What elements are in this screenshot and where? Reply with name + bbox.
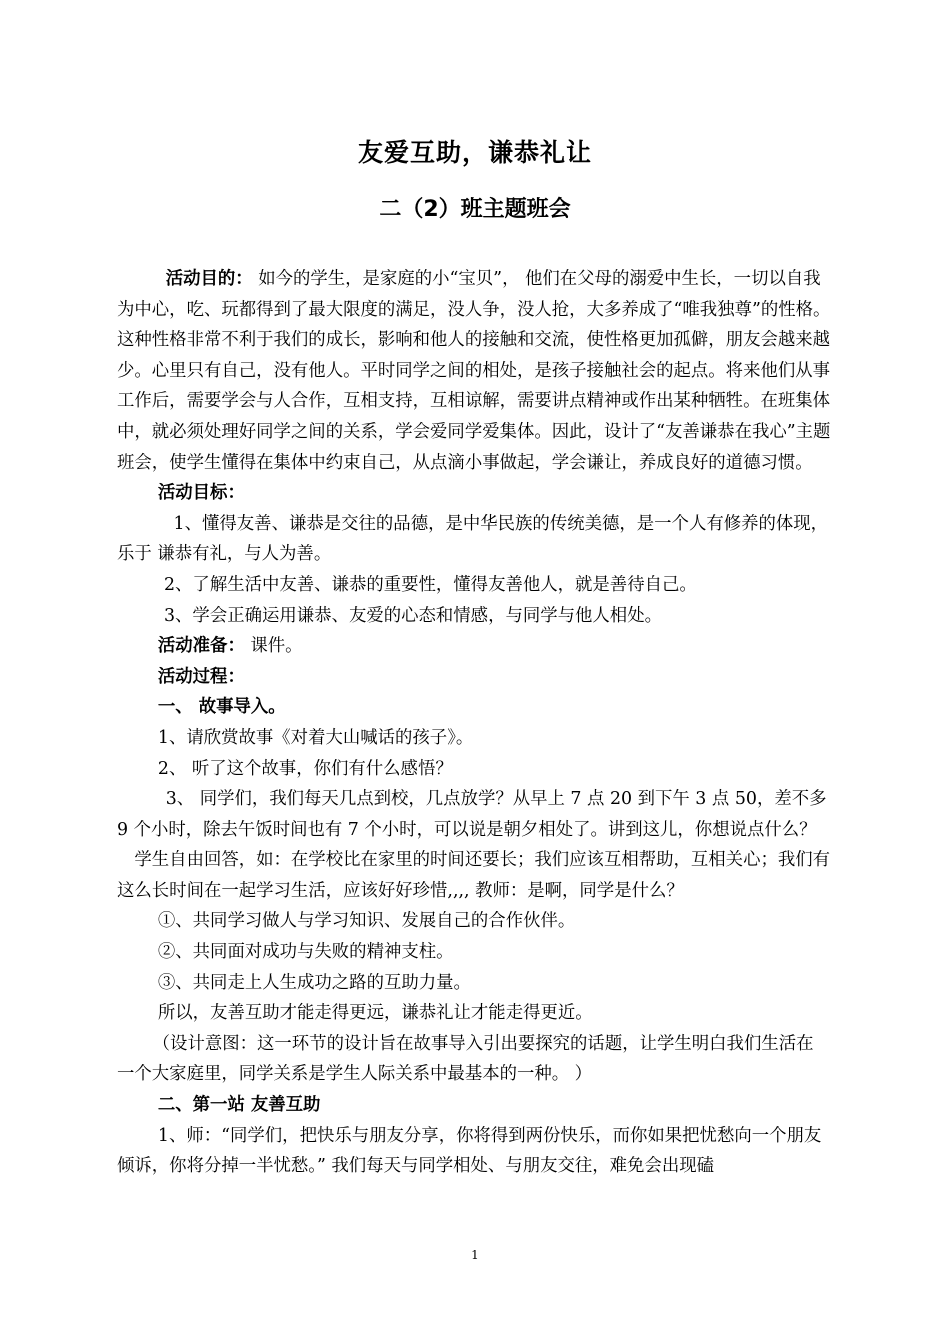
document-title: 友爱互助，谦恭礼让 [357,138,592,167]
section1-heading: 一、 故事导入。 [157,697,286,718]
document-body [117,264,832,1182]
section1-point-3: ③、共同走上人生成功之路的互助力量。 [157,972,471,993]
section2-text: 1、师：“同学们，把快乐与朋友分享，你将得到两份快乐，而你如果把忧愁向一个朋友倾诉，你将分掉一半忧愁。” 我们每天与同学相处、与朋友交往，难免会出现磕 [117,1125,822,1177]
section1-student-answer: 学生自由回答，如：在学校比在家里的时间还要长；我们应该互相帮助，互相关心；我们有这么长时间在一起学习生活，应该好好珍惜,,,, 教师：是啊，同学是什么？ [117,850,831,901]
goals-heading: 活动目标： [157,483,245,504]
goal-item-3: 3、学会正确运用谦恭、友爱的心态和情感，与同学与他人相处。 [163,605,662,626]
section1-question-1: 1、请欣赏故事《对着大山喊话的孩子》。 [157,727,474,748]
page-number: 1 [471,1248,479,1262]
section1-question-2: 2、 听了这个故事，你们有什么感悟？ [157,758,453,779]
goal-item-1: 1、懂得友善、谦恭是交往的品德，是中华民族的传统美德，是一个人有修养的体现，乐于 谦恭有礼，与人为善。 [117,513,829,565]
section1-design-intent: （设计意图：这一环节的设计旨在故事导入引出要探究的话题，让学生明白我们生活在 一个大家庭里，同学关系是学生人际关系中最基本的一种。 ） [117,1033,814,1085]
purpose-paragraph [117,264,832,478]
section2-heading: 二、第一站 友善互助 [157,1095,321,1116]
section1-conclusion: 所以，友善互助才能走得更远，谦恭礼让才能走得更近。 [157,1003,593,1024]
goal-item-2: 2、了解生活中友善、谦恭的重要性，懂得友善他人，就是善待自己。 [163,574,697,595]
preparation-text: 课件。 [244,636,303,657]
document-subtitle: 二（2）班主题班会 [379,197,571,222]
process-heading: 活动过程： [157,666,245,687]
preparation-label: 活动准备： [157,636,245,657]
section1-question-3: 3、 同学们，我们每天几点到校，几点放学？从早上 7 点 20 到下午 3 点 50，差不多 9 个小时，除去午饭时间也有 7 个小时，可以说是朝夕相处了。讲到这儿，你想说点什么？ [117,789,827,840]
purpose-text: 如今的学生，是家庭的小“宝贝”， 他们在父母的溺爱中生长，一切以自我为中心，吃、玩都得到了最大限度的满足，没人争，没人抢，大多养成了“唯我独尊”的性格。这种性格非常不利于我们的成长，影响和他人的接触和交流，使性格更加孤僻，朋友会越来越少。心里只有自己，没有他人。平时同学之间的相处，是孩子接触社会的起点。将来他们从事工作后，需要学会与人合作，互相支持，互相谅解，需要讲点精神或作出某种牺牲。在班集体中，就必须处理好同学之间的关系，学会爱同学爱集体。因此，设计了“友善谦恭在我心”主题班会，使学生懂得在集体中约束自己，从点滴小事做起，学会谦让，养成良好的道德习惯。 [117,269,831,473]
section1-point-1: ①、共同学习做人与学习知识、发展自己的合作伙伴。 [157,911,576,932]
preparation-line [117,631,832,662]
section1-point-2: ②、共同面对成功与失败的精神支柱。 [157,942,454,963]
purpose-label: 活动目的： [165,269,253,289]
